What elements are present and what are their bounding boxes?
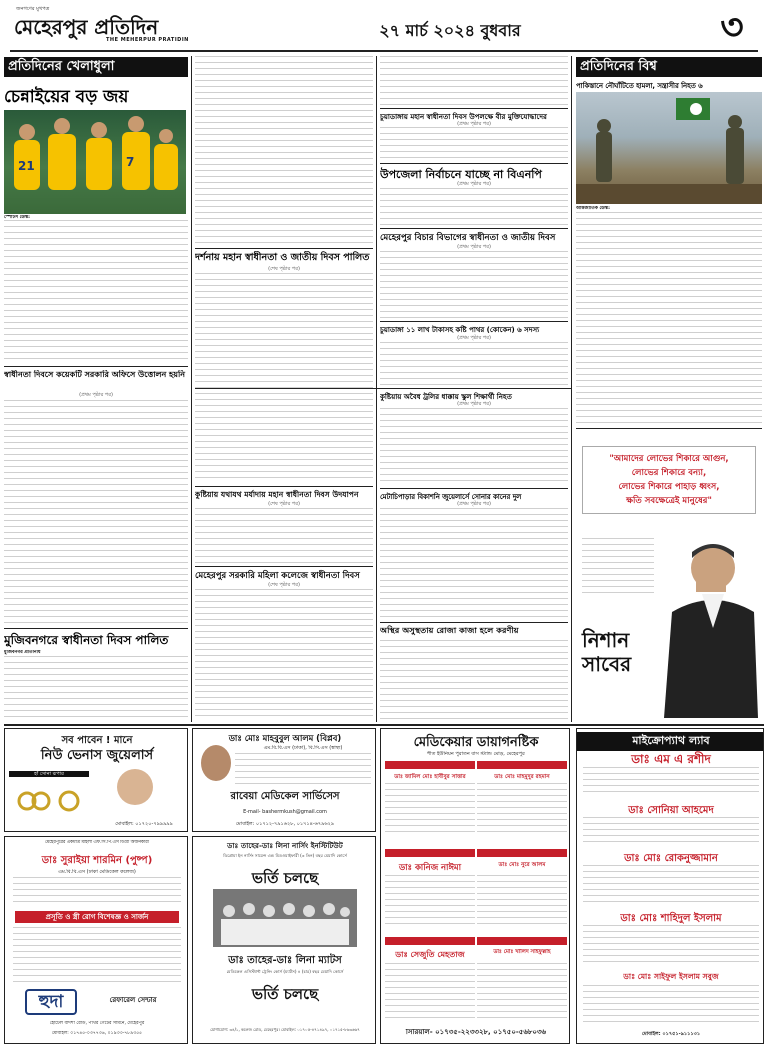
darshana-headline: দর্শনায় মহান স্বাধীনতা ও জাতীয় দিবস পালিত [195,252,370,263]
sports-byline: স্পোর্টস ডেস্ক: [4,215,30,220]
medicare-title: মেডিকেয়ার ডায়াগনষ্টিক [413,735,539,750]
mujibnagar-byline: মুজিবনগর প্রতিনিধি [4,650,41,655]
medicare-doc1: ডাঃ জামিল মোঃ হাবীবুর সাত্তার [394,774,466,780]
sports-body-text [4,220,188,362]
poster-line4: ক্ষতি সবক্ষেত্রেই মানুষের" [626,496,712,506]
lina-title2: ডাঃ তাহের-ডাঃ লিনা ম্যাটস [228,955,342,966]
huda-sub: রেফারেল সেন্টার [109,997,157,1003]
lina-group-photo [213,889,357,947]
micropath-doc4: ডাঃ মোঃ শাহিদুল ইসলাম [620,913,722,924]
kushtia-celebration-headline: কুষ্টিয়ায় যথাযথ মর্যাদায় মহান স্বাধীনতা দিবস উদযাপন [195,490,359,499]
medicare-subtitle: শীত ইউনিয়ন পুরাতন বাস স্ট্যান্ড মোড়, মেহেরপুর [427,751,525,757]
svg-text:21: 21 [18,159,35,173]
medicare-ad [380,728,570,1044]
jewellers-ad-rings [13,789,93,813]
bnp-body [380,188,568,226]
poster-line2: লোভের শিকারে বন্যা, [631,468,707,478]
medicare-doc2: ডাঃ মোঃ মাহমুদুর রহমান [494,774,550,780]
rabeya-doctor: ডাঃ মোঃ মাহবুবুল আলম (বিপ্লব) [228,733,342,743]
jewellers-ad-photo [117,769,153,805]
rabeya-degree: এম.বি.বি.এস (ঢাকা), বি.সি.এস (স্বাস্থ্য) [263,745,343,751]
jewellers-ad-phone: মোবাইল: ০১৭২০-৭৯৯৯৯৯ [115,821,173,827]
jewellers-headline: মেটাচিপাড়ার বিকাশনি জুয়েলার্সে সোনার কানের দুল [380,493,522,501]
women-college-body [195,589,373,721]
cocaine-headline: চুয়াডাঙ্গা ১১ লাখ টাকাসহ কষ্টি পাথর (কোকেন) ৬ সদস্য [380,326,540,334]
medicare-grid [385,761,567,1023]
kushtia-celebration-body [195,508,373,564]
jewellers-body [380,508,568,620]
court-body [380,251,568,319]
svg-text:7: 7 [126,155,135,169]
medicare-doc3: ডাঃ কানিজ নাঈমা [398,862,462,872]
sports-photo [4,110,186,214]
jewellers-ad-name: নিউ ভেনাস জুয়েলার্স [40,748,154,763]
rabeya-photo [201,745,231,781]
roza-headline: অস্থির অসুস্থতায় রোজা কাজা হলে করণীয় [380,625,519,635]
suraiya-specialty: প্রসূতি ও স্ত্রী রোগ বিশেষজ্ঞ ও সার্জন [15,911,179,923]
jewellers-ad-top: সব পাবেন ! মানে [61,735,133,746]
bnp-headline: উপজেলা নির্বাচনে যাচ্ছে না বিএনপি [380,168,542,181]
jewellers-cont: (প্রথম পৃষ্ঠার পর) [457,501,491,507]
jewellers-ad [4,728,188,832]
cocaine-cont: (প্রথম পৃষ্ঠার পর) [457,335,491,341]
world-byline: আন্তর্জাতিক ডেস্ক: [576,206,610,211]
office-flag-cont: (প্রথম পৃষ্ঠার পর) [79,392,113,398]
poster-small-text [582,538,654,598]
suraiya-degree: এম.বি.বি.এস (ঢাকা মেডিকেল কলেজ) [58,869,136,875]
medicare-phone: সিরিয়াল- ০১৭৩৫-২২৩৩২৮, ০১৭৫০-৫৬৮০৩৬ [405,1029,547,1035]
masthead-tagline: জনগণের মুখপত্র [16,6,50,12]
world-body [576,212,762,426]
lina-nursing-ad [192,836,376,1044]
suraiya-doctor: ডাঃ সুরাইয়া শারমিন (পুষ্প) [41,855,153,866]
poster-name: নিশান সাবের [582,628,632,676]
jewellers-ad-sub: হাঁ সোনা রূপার [9,771,89,777]
lina-subtitle: ডিপ্লোমা ইন নার্সিং সায়েন্স এন্ড মিডওয়াইফারী (৩ তিন) বছর মেয়াদি কোর্সে [223,853,347,858]
huda-address: হোটেল বাদশা রোড, পাথর গেটের সামনে, মেহেরপুর [49,1021,145,1026]
huda-logo [25,989,77,1015]
col2-top-body [195,56,373,246]
sports-section-bar: প্রতিদিনের খেলাধুলা [4,57,188,77]
micropath-ad [576,728,764,1044]
women-college-cont: (শেষ পৃষ্ঠার পর) [268,582,300,588]
sports-headline: চেন্নাইয়ের বড় জয় [4,87,129,107]
kushtia-celebration-cont: (শেষ পৃষ্ঠার পর) [268,501,300,507]
office-flag-headline: স্বাধীনতা দিবসে কয়েকটি সরকারি অফিসে উত্তোলন হয়নি [4,370,186,379]
suraiya-ad [4,836,188,1044]
micropath-doc5: ডাঃ মোঃ সাইফুল ইসলাম সবুজ [623,972,719,981]
lina-subtitle2: মেডিকেল এসিস্ট্যান্ট ট্রেনিং কোর্স (ম্যাটস) ৪ (চার) বছর মেয়াদি কোর্সে [226,969,344,974]
masthead [10,6,758,50]
huda-phone: মোবাইল: ০১৭৪৫-০৩৭৭৩৬, ০১৯৩৩-৭৮৯৩৫৫ [51,1031,143,1036]
mujibnagar-headline: মুজিবনগরে স্বাধীনতা দিবস পালিত [4,633,169,647]
col3-top-body [380,56,568,106]
darshana-body [195,273,373,483]
poster-quote [582,446,756,514]
office-flag-body [4,400,188,626]
bnp-cont: (প্রথম পৃষ্ঠার পর) [457,181,491,187]
rabeya-text [235,753,371,785]
lina-address: যোগাযোগ: ৩৪/১, কলেজ রোড, মেহেরপুর। মোবাইল: ০১৭০৫-৪৭১৪৯৭, ০১৭১৫-৮৬৩৬৬৭ [210,1027,360,1032]
court-headline: মেহেরপুর বিচার বিভাগের স্বাধীনতা ও জাতীয় দিবস [380,233,556,243]
freedom-fighter-body [380,127,568,161]
medicare-doc4: ডাঃ মোঃ নুরে আলম [498,862,546,868]
poster-ad [576,432,762,722]
micropath-doc2: ডাঃ সোনিয়া আহমেদ [628,805,714,816]
kushtia-trolley-cont: (প্রথম পৃষ্ঠার পর) [457,401,491,407]
freedom-fighter-headline: চুয়াডাঙ্গায় মহান স্বাধীনতা দিবস উপলক্ষে বীর মুক্তিযোদ্ধাদের [380,113,547,121]
huda-name: হুদা [38,992,64,1012]
court-cont: (প্রথম পৃষ্ঠার পর) [457,244,491,250]
micropath-title: মাইক্রোপ্যাথ ল্যাব [577,732,764,751]
micropath-doc3: ডাঃ মোঃ রোকনুজ্জামান [624,853,718,864]
masthead-title-en: THE MEHERPUR PRATIDIN [106,37,189,43]
medicare-doc6: ডাঃ মোঃ খালিদ সাইফুল্লাহ [493,949,551,955]
rabeya-phone: মোবাইল: ০১৭১২-৭৯১৬২৮, ০১৭১৪-৬৭৯৬২৯ [235,821,335,827]
poster-line1: "আমাদের লোভের শিকারে আগুন, [609,454,729,464]
rabeya-medical-ad [192,728,376,832]
masthead-date: ২৭ মার্চ ২০২৪ বুধবার [379,21,521,40]
women-college-headline: মেহেরপুর সরকারি মহিলা কলেজে স্বাধীনতা দিবস [195,571,360,581]
world-headline: পাকিস্তানে নৌঘাঁটিতে হামলা, সন্ত্রাসীর নিহত ৬ [576,82,703,90]
mujibnagar-body [4,656,188,718]
world-section-bar: প্রতিদিনের বিশ্ব [576,57,762,77]
rabeya-shop: রাবেয়া মেডিকেল সার্ভিসেস [230,791,340,802]
lina-admission2: ভর্তি চলছে [251,985,319,1003]
lina-title: ডাঃ তাহের-ডাঃ লিনা নার্সিং ইনস্টিটিউট [227,841,343,850]
medicare-doc5: ডাঃ সেজুতি মেহতাজ [395,950,465,959]
cocaine-body [380,342,568,386]
poster-portrait [658,532,758,718]
micropath-phone: মোবাইল: ০১৭৫১-৯১১১৩১ [641,1031,701,1037]
roza-body [380,640,568,720]
micropath-doc1: ডাঃ এম এ রশীদ [631,752,711,766]
kushtia-trolley-headline: কুষ্টিয়ায় অবৈধ ট্রলির ধাক্কায় স্কুল শিক্ষার্থী নিহত [380,393,512,401]
poster-line3: লোভের শিকারে পাহাড় ধ্বংস, [618,482,720,492]
darshana-cont: (শেষ পৃষ্ঠার পর) [268,266,300,272]
kushtia-trolley-body [380,408,568,486]
world-photo [576,92,762,204]
rabeya-mail: E-mail- bashermkush@gmail.com [243,809,327,815]
page-number: ৩ [720,7,744,48]
lina-admission: ভর্তি চলছে [251,869,319,887]
masthead-title: মেহেরপুর প্রতিদিন [14,15,159,39]
freedom-fighter-cont: (প্রথম পৃষ্ঠার পর) [457,121,491,127]
suraiya-top: মেহেরপুরের একমাত্র মহিলা এফ.সি.পি.এস ডিগ্রী অর্জনকারী [45,840,149,845]
